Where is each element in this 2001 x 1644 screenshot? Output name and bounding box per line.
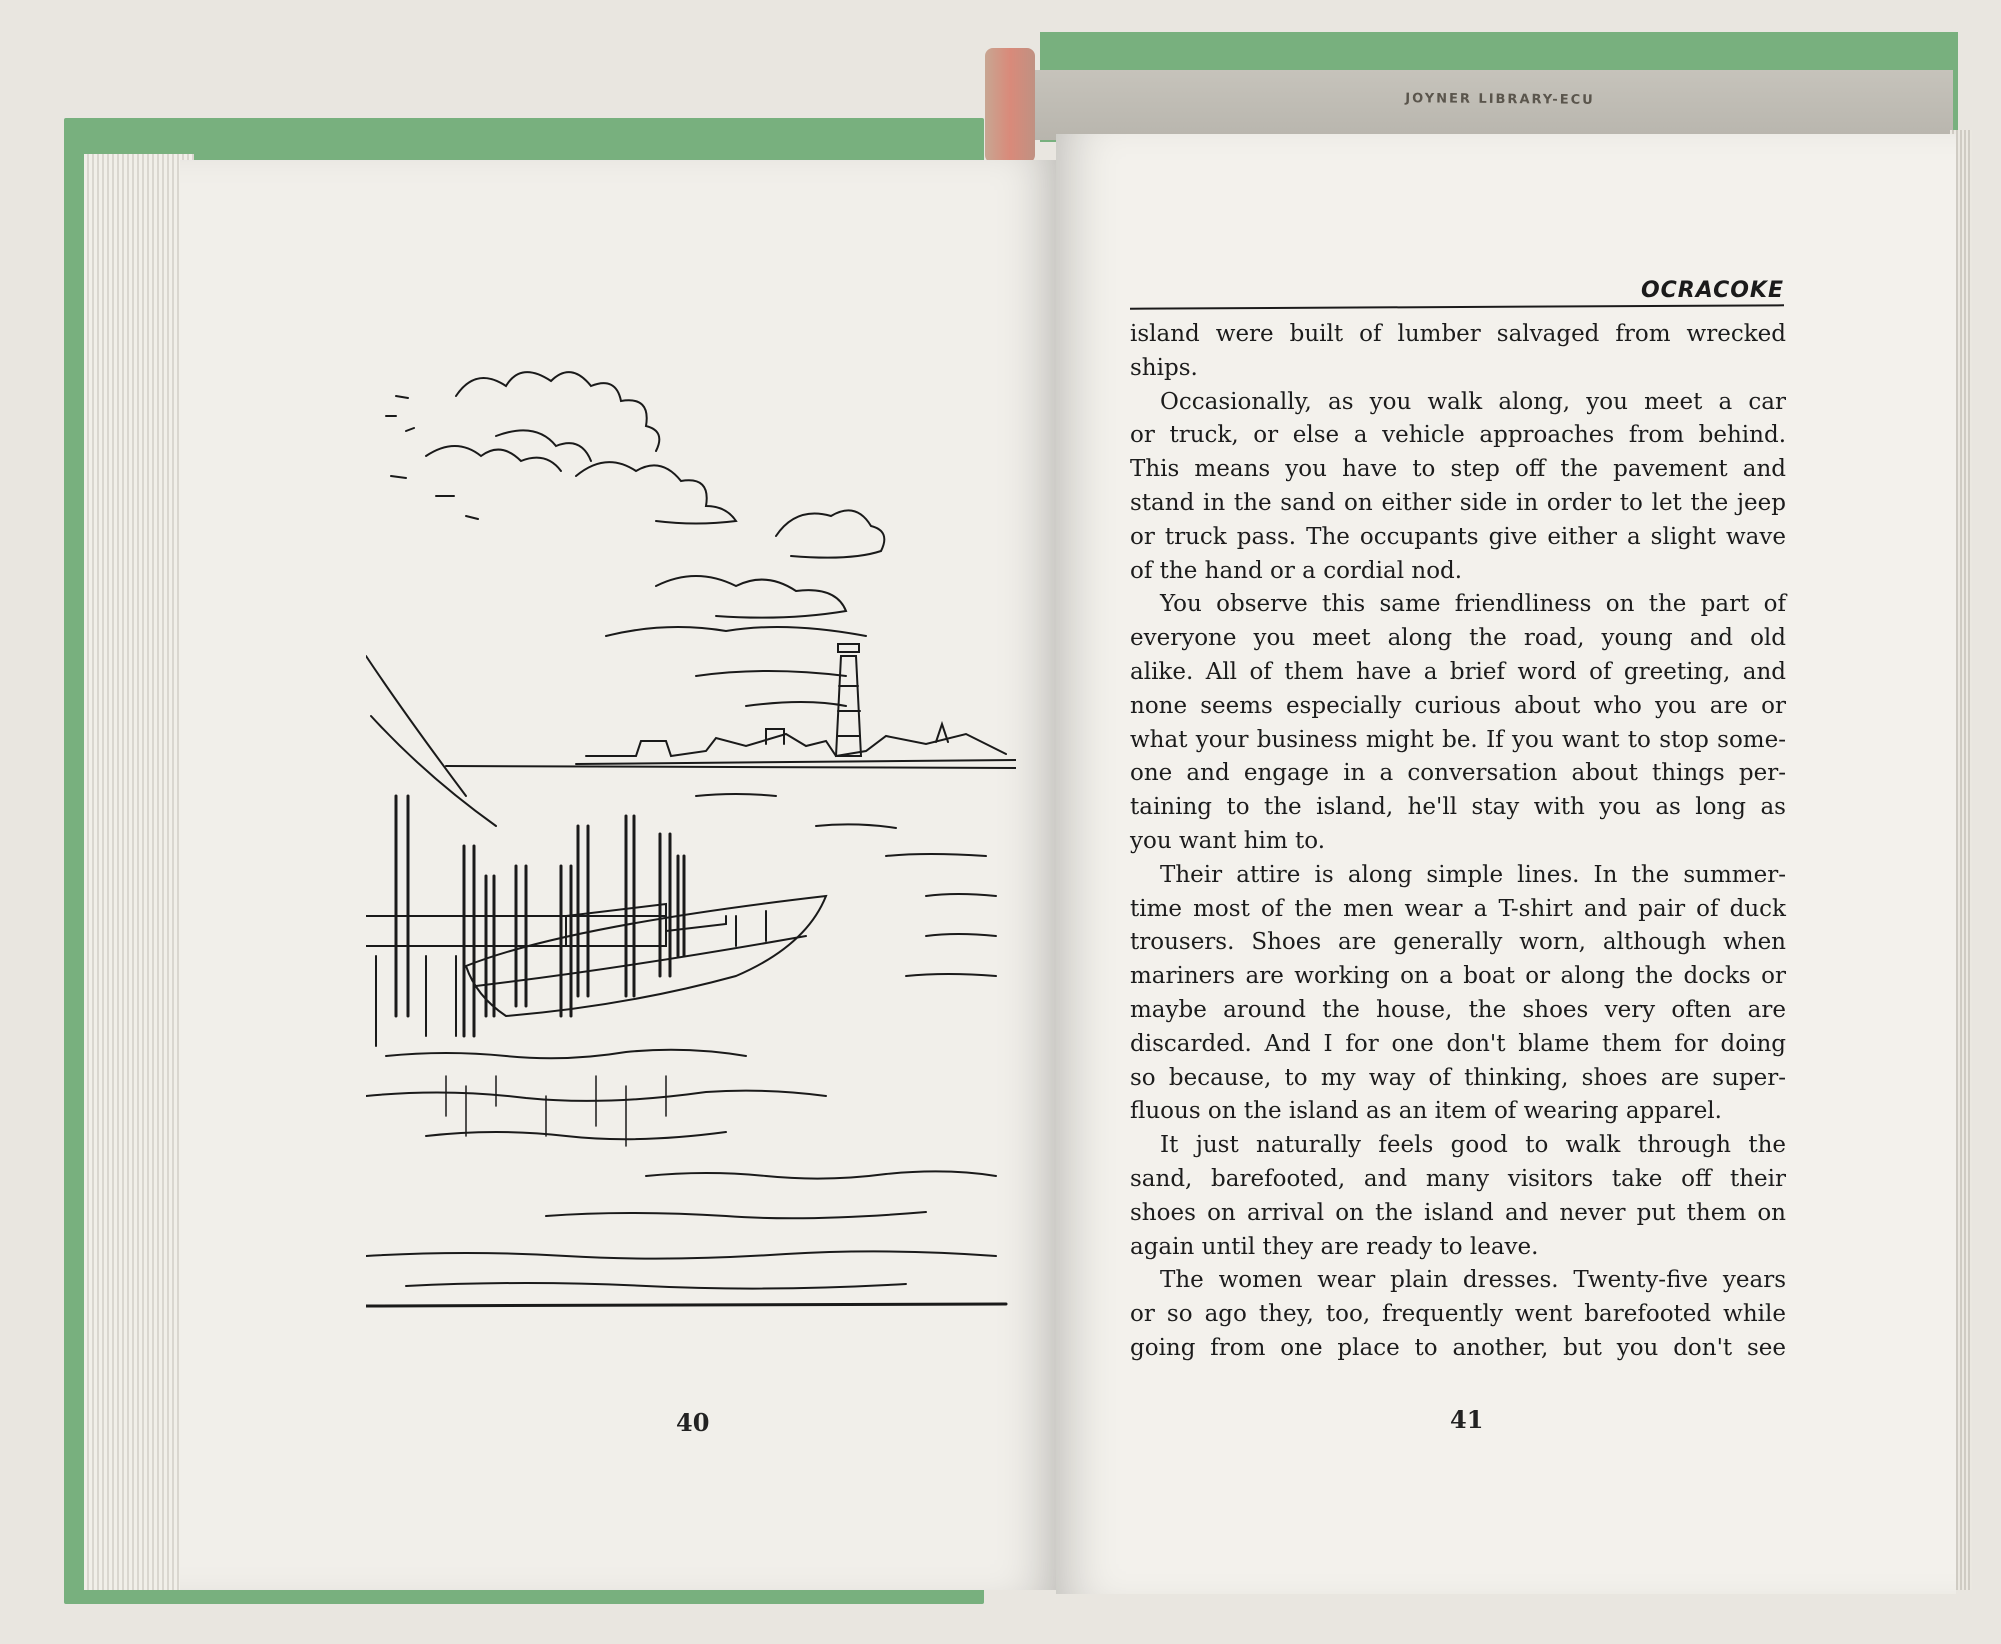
text-line: stand in the sand on either side in order to let the jeep — [1130, 489, 1786, 516]
text-line: what your business might be. If you want to stop some- — [1130, 726, 1786, 753]
text-line: you want him to. — [1130, 827, 1326, 854]
left-page-stack — [84, 154, 194, 1590]
text-line: of the hand or a cordial nod. — [1130, 557, 1463, 584]
text-line: or truck, or else a vehicle approaches from behind. — [1130, 422, 1786, 449]
body-text — [1130, 318, 1786, 1366]
text-line: You observe this same friendliness on the part of — [1160, 591, 1786, 618]
text-line: alike. All of them have a brief word of greeting, and — [1130, 658, 1786, 685]
text-line: one and engage in a conversation about things per- — [1130, 760, 1786, 787]
text-line: time most of the men wear a T-shirt and pair of duck — [1130, 895, 1786, 922]
text-line: shoes on arrival on the island and never put them on — [1130, 1199, 1786, 1226]
right-page-number: 41 — [1450, 1405, 1484, 1434]
text-line: or truck pass. The occupants give either a slight wave — [1130, 523, 1786, 550]
text-line: Their attire is along simple lines. In the summer- — [1160, 861, 1786, 888]
text-line: trousers. Shoes are generally worn, although when — [1130, 929, 1786, 956]
text-line: The women wear plain dresses. Twenty-five years — [1160, 1267, 1786, 1294]
text-line: taining to the island, he'll stay with you as long as — [1130, 794, 1786, 821]
text-line: ships. — [1130, 354, 1198, 381]
text-line: or so ago they, too, frequently went barefooted while — [1130, 1301, 1786, 1328]
text-line: none seems especially curious about who you are or — [1130, 692, 1786, 719]
text-line: maybe around the house, the shoes very often are — [1130, 996, 1786, 1023]
text-line: Occasionally, as you walk along, you meet a car — [1160, 388, 1786, 415]
library-stamp: JOYNER LIBRARY-ECU — [1405, 91, 1595, 108]
running-head: OCRACOKE — [1640, 278, 1784, 303]
text-line: again until they are ready to leave. — [1130, 1233, 1539, 1260]
text-line: It just naturally feels good to walk through the — [1160, 1132, 1786, 1159]
book-spine — [985, 48, 1035, 163]
text-line: sand, barefooted, and many visitors take off their — [1130, 1165, 1786, 1192]
left-page-number: 40 — [676, 1408, 710, 1437]
text-line: everyone you meet along the road, young and old — [1130, 625, 1786, 652]
text-line: This means you have to step off the pavement and — [1130, 456, 1786, 483]
text-line: island were built of lumber salvaged from wrecked — [1130, 321, 1786, 347]
text-line: mariners are working on a boat or along the docks or — [1130, 963, 1786, 990]
text-line: discarded. And I for one don't blame them for doing — [1130, 1030, 1786, 1057]
harbor-lighthouse-illustration-icon — [366, 356, 1016, 1316]
text-line: so because, to my way of thinking, shoes are super- — [1130, 1064, 1786, 1091]
text-line: fluous on the island as an item of wearing apparel. — [1130, 1098, 1722, 1125]
text-line: going from one place to another, but you don't see — [1130, 1334, 1786, 1361]
